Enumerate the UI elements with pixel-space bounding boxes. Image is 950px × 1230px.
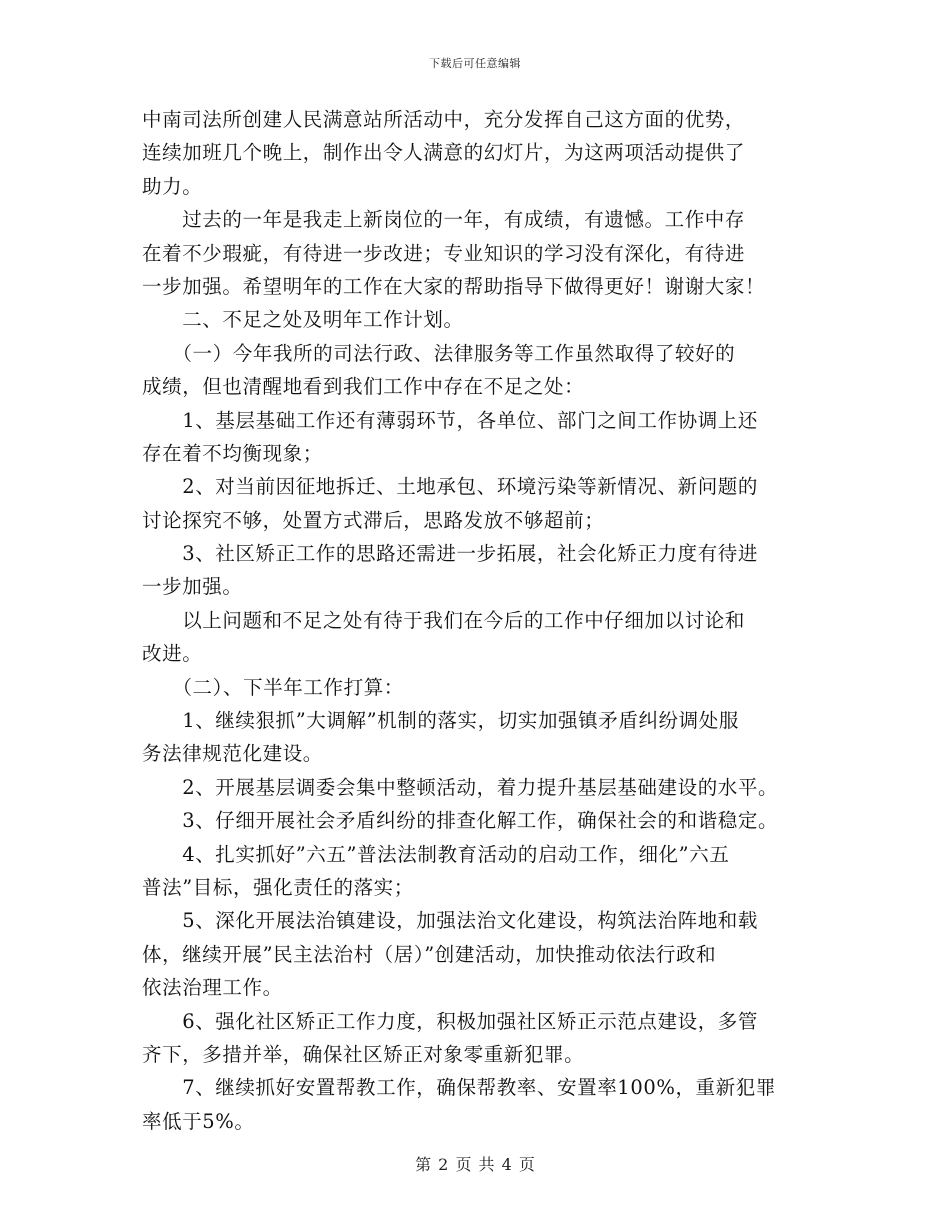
text-line: 6、强化社区矫正工作力度，积极加强社区矫正示范点建设，多管 <box>142 1009 759 1033</box>
page-number: 第 2 页 共 4 页 <box>415 1155 535 1174</box>
text-line: 连续加班几个晚上，制作出令人满意的幻灯片，为这两项活动提供了 <box>142 141 746 165</box>
text-line: 助力。 <box>142 174 203 198</box>
text-line: 普法”目标，强化责任的落实； <box>142 875 414 899</box>
text-line: 2、对当前因征地拆迁、土地承包、环境污染等新情况、新问题的 <box>142 475 759 499</box>
text-line: 齐下，多措并举，确保社区矫正对象零重新犯罪。 <box>142 1042 585 1066</box>
text-line: 以上问题和不足之处有待于我们在今后的工作中仔细加以讨论和 <box>142 608 746 632</box>
text-line: 务法律规范化建设。 <box>142 742 323 766</box>
text-line: 1、继续狠抓”大调解”机制的落实，切实加强镇矛盾纠纷调处服 <box>142 709 739 733</box>
text-line: 改进。 <box>142 642 203 666</box>
text-line: 过去的一年是我走上新岗位的一年，有成绩，有遗憾。工作中存 <box>142 208 746 232</box>
text-line: 5、深化开展法治镇建设，加强法治文化建设，构筑法治阵地和载 <box>142 909 759 933</box>
text-line: 存在着不均衡现象； <box>142 441 323 465</box>
text-line: 讨论探究不够，处置方式滞后，思路发放不够超前； <box>142 508 605 532</box>
text-line: 3、社区矫正工作的思路还需进一步拓展，社会化矫正力度有待进 <box>142 542 759 566</box>
text-line: 中南司法所创建人民满意站所活动中，充分发挥自己这方面的优势， <box>142 108 746 131</box>
text-line: 率低于5%。 <box>142 1109 255 1133</box>
text-line: 2、开展基层调委会集中整顿活动，着力提升基层基础建设的水平。 <box>142 775 779 799</box>
text-line: 一步加强。希望明年的工作在大家的帮助指导下做得更好！谢谢大家！ <box>142 274 766 298</box>
text-line: 4、扎实抓好”六五”普法法制教育活动的启动工作，细化”六五 <box>142 842 730 866</box>
section-heading: （二）、下半年工作打算： <box>142 675 404 699</box>
section-heading: 二、不足之处及明年工作计划。 <box>142 308 464 332</box>
text-line: 在着不少瑕疵，有待进一步改进；专业知识的学习没有深化，有待进 <box>142 241 746 265</box>
text-line: 体，继续开展”民主法治村（居）”创建活动，加快推动依法行政和 <box>142 942 717 966</box>
document-body <box>142 103 808 1138</box>
text-line: 7、继续抓好安置帮教工作，确保帮教率、安置率100%，重新犯罪 <box>142 1076 776 1100</box>
text-line: 一步加强。 <box>142 575 243 599</box>
text-line: 3、仔细开展社会矛盾纠纷的排查化解工作，确保社会的和谐稳定。 <box>142 809 779 833</box>
text-line: 1、基层基础工作还有薄弱环节，各单位、部门之间工作协调上还 <box>142 408 759 432</box>
page-header: 下载后可任意编辑 <box>429 57 521 70</box>
text-line: （一）今年我所的司法行政、法律服务等工作虽然取得了较好的 <box>142 341 736 365</box>
text-line: 依法治理工作。 <box>142 976 283 1000</box>
text-line: 成绩，但也清醒地看到我们工作中存在不足之处： <box>142 375 585 399</box>
